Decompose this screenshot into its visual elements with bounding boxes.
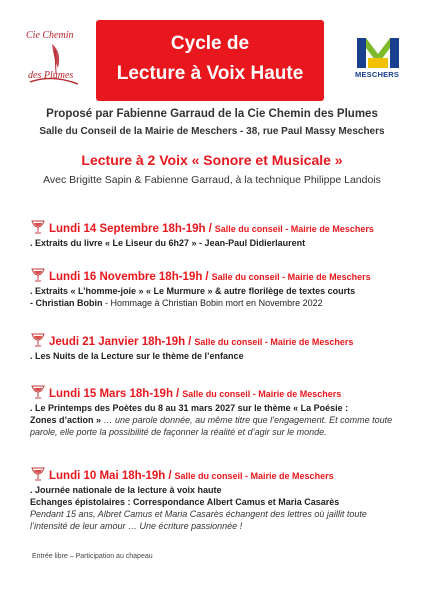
event-5-date: Lundi 10 Mai 18h-19h xyxy=(49,470,166,482)
wine-glass-icon xyxy=(30,385,46,399)
event-4-line1: . Le Printemps des Poètes du 8 au 31 mars 2027 sur le thème « La Poésie : xyxy=(30,403,349,413)
event-4-place: Salle du conseil - Mairie de Meschers xyxy=(182,389,342,399)
event-2-line1: . Extraits « L’homme-joie » « Le Murmure » & autre florilège de textes courts xyxy=(30,286,356,296)
wine-glass-icon xyxy=(30,333,46,347)
event-1-separator: / xyxy=(208,223,212,235)
event-1 xyxy=(30,218,410,248)
wine-glass-icon xyxy=(30,467,46,481)
event-3-separator: / xyxy=(188,336,192,348)
banner-line1: Cycle de xyxy=(170,33,250,54)
event-4-separator: / xyxy=(175,388,180,400)
event-1-place: Salle du conseil - Mairie de Meschers xyxy=(214,224,374,234)
event-5-place: Salle du conseil - Mairie de Meschers xyxy=(174,471,334,481)
event-3-place: Salle du conseil - Mairie de Meschers xyxy=(194,337,354,347)
event-2-separator: / xyxy=(205,271,209,283)
event-2 xyxy=(30,266,410,308)
series-title: Lecture à 2 Voix « Sonore et Musicale » xyxy=(81,152,343,168)
logo-right-word: MESCHERS xyxy=(355,70,400,79)
event-5-line2: Echanges épistolaires : Correspondance Albert Camus et Maria Casarès xyxy=(30,497,340,507)
event-4-date: Lundi 15 Mars 18h-19h xyxy=(49,388,173,400)
event-5-line3: Pendant 15 ans, Albret Camus et Maria Casarès échangent des lettres où jaillit toute xyxy=(30,509,367,519)
event-2-line2: - Hommage à Christian Bobin mort en Novembre 2022 xyxy=(102,298,323,308)
event-4-line3: parole, elle porte la possibilité de façonner la réalité et d’agir sur le monde. xyxy=(30,427,327,437)
event-4 xyxy=(30,383,410,437)
event-3-date: Jeudi 21 Janvier 18h-19h xyxy=(49,336,186,348)
event-2-place: Salle du conseil - Mairie de Meschers xyxy=(211,272,371,282)
logo-left-line1: Cie Chemin xyxy=(26,30,74,41)
event-2-date: Lundi 16 Novembre 18h-19h xyxy=(49,271,203,283)
venue-address: Salle du Conseil de la Mairie de Meschers - 38, rue Paul Massy Meschers xyxy=(39,126,385,137)
event-4-theme: Zones d’action » xyxy=(30,415,102,425)
footer-note: Entrée libre – Participation au chapeau xyxy=(32,553,153,560)
event-5-line4: l’intensité de leur amour … Une écriture passionnée ! xyxy=(30,521,243,531)
cie-chemin-des-plumes-logo xyxy=(22,30,84,88)
meschers-logo xyxy=(355,36,401,80)
performers-line: Avec Brigitte Sapin & Fabienne Garraud, à la technique Philippe Landois xyxy=(43,174,381,186)
logo-left-line2: des Plumes xyxy=(28,70,74,81)
event-1-date: Lundi 14 Septembre 18h-19h xyxy=(49,223,206,235)
proposed-by: Proposé par Fabienne Garraud de la Cie Chemin des Plumes xyxy=(46,108,378,120)
event-4-line2: … une parole donnée, au même titre que l’engagement. Et comme toute xyxy=(101,415,393,425)
event-1-line1: . Extraits du livre « Le Liseur du 6h27 » - Jean-Paul Didierlaurent xyxy=(30,238,306,248)
title-banner xyxy=(96,20,324,101)
event-5-separator: / xyxy=(168,470,172,482)
banner-line2: Lecture à Voix Haute xyxy=(116,63,304,84)
event-5 xyxy=(30,465,410,531)
meschers-m-icon xyxy=(355,36,401,70)
event-5-line1: . Journée nationale de la lecture à voix haute xyxy=(30,485,222,495)
wine-glass-icon xyxy=(30,268,46,282)
wine-glass-icon xyxy=(30,220,46,234)
event-2-author: - Christian Bobin xyxy=(30,298,103,308)
event-3 xyxy=(30,331,410,361)
event-3-line1: . Les Nuits de la Lecture sur le thème de l’enfance xyxy=(30,351,244,361)
